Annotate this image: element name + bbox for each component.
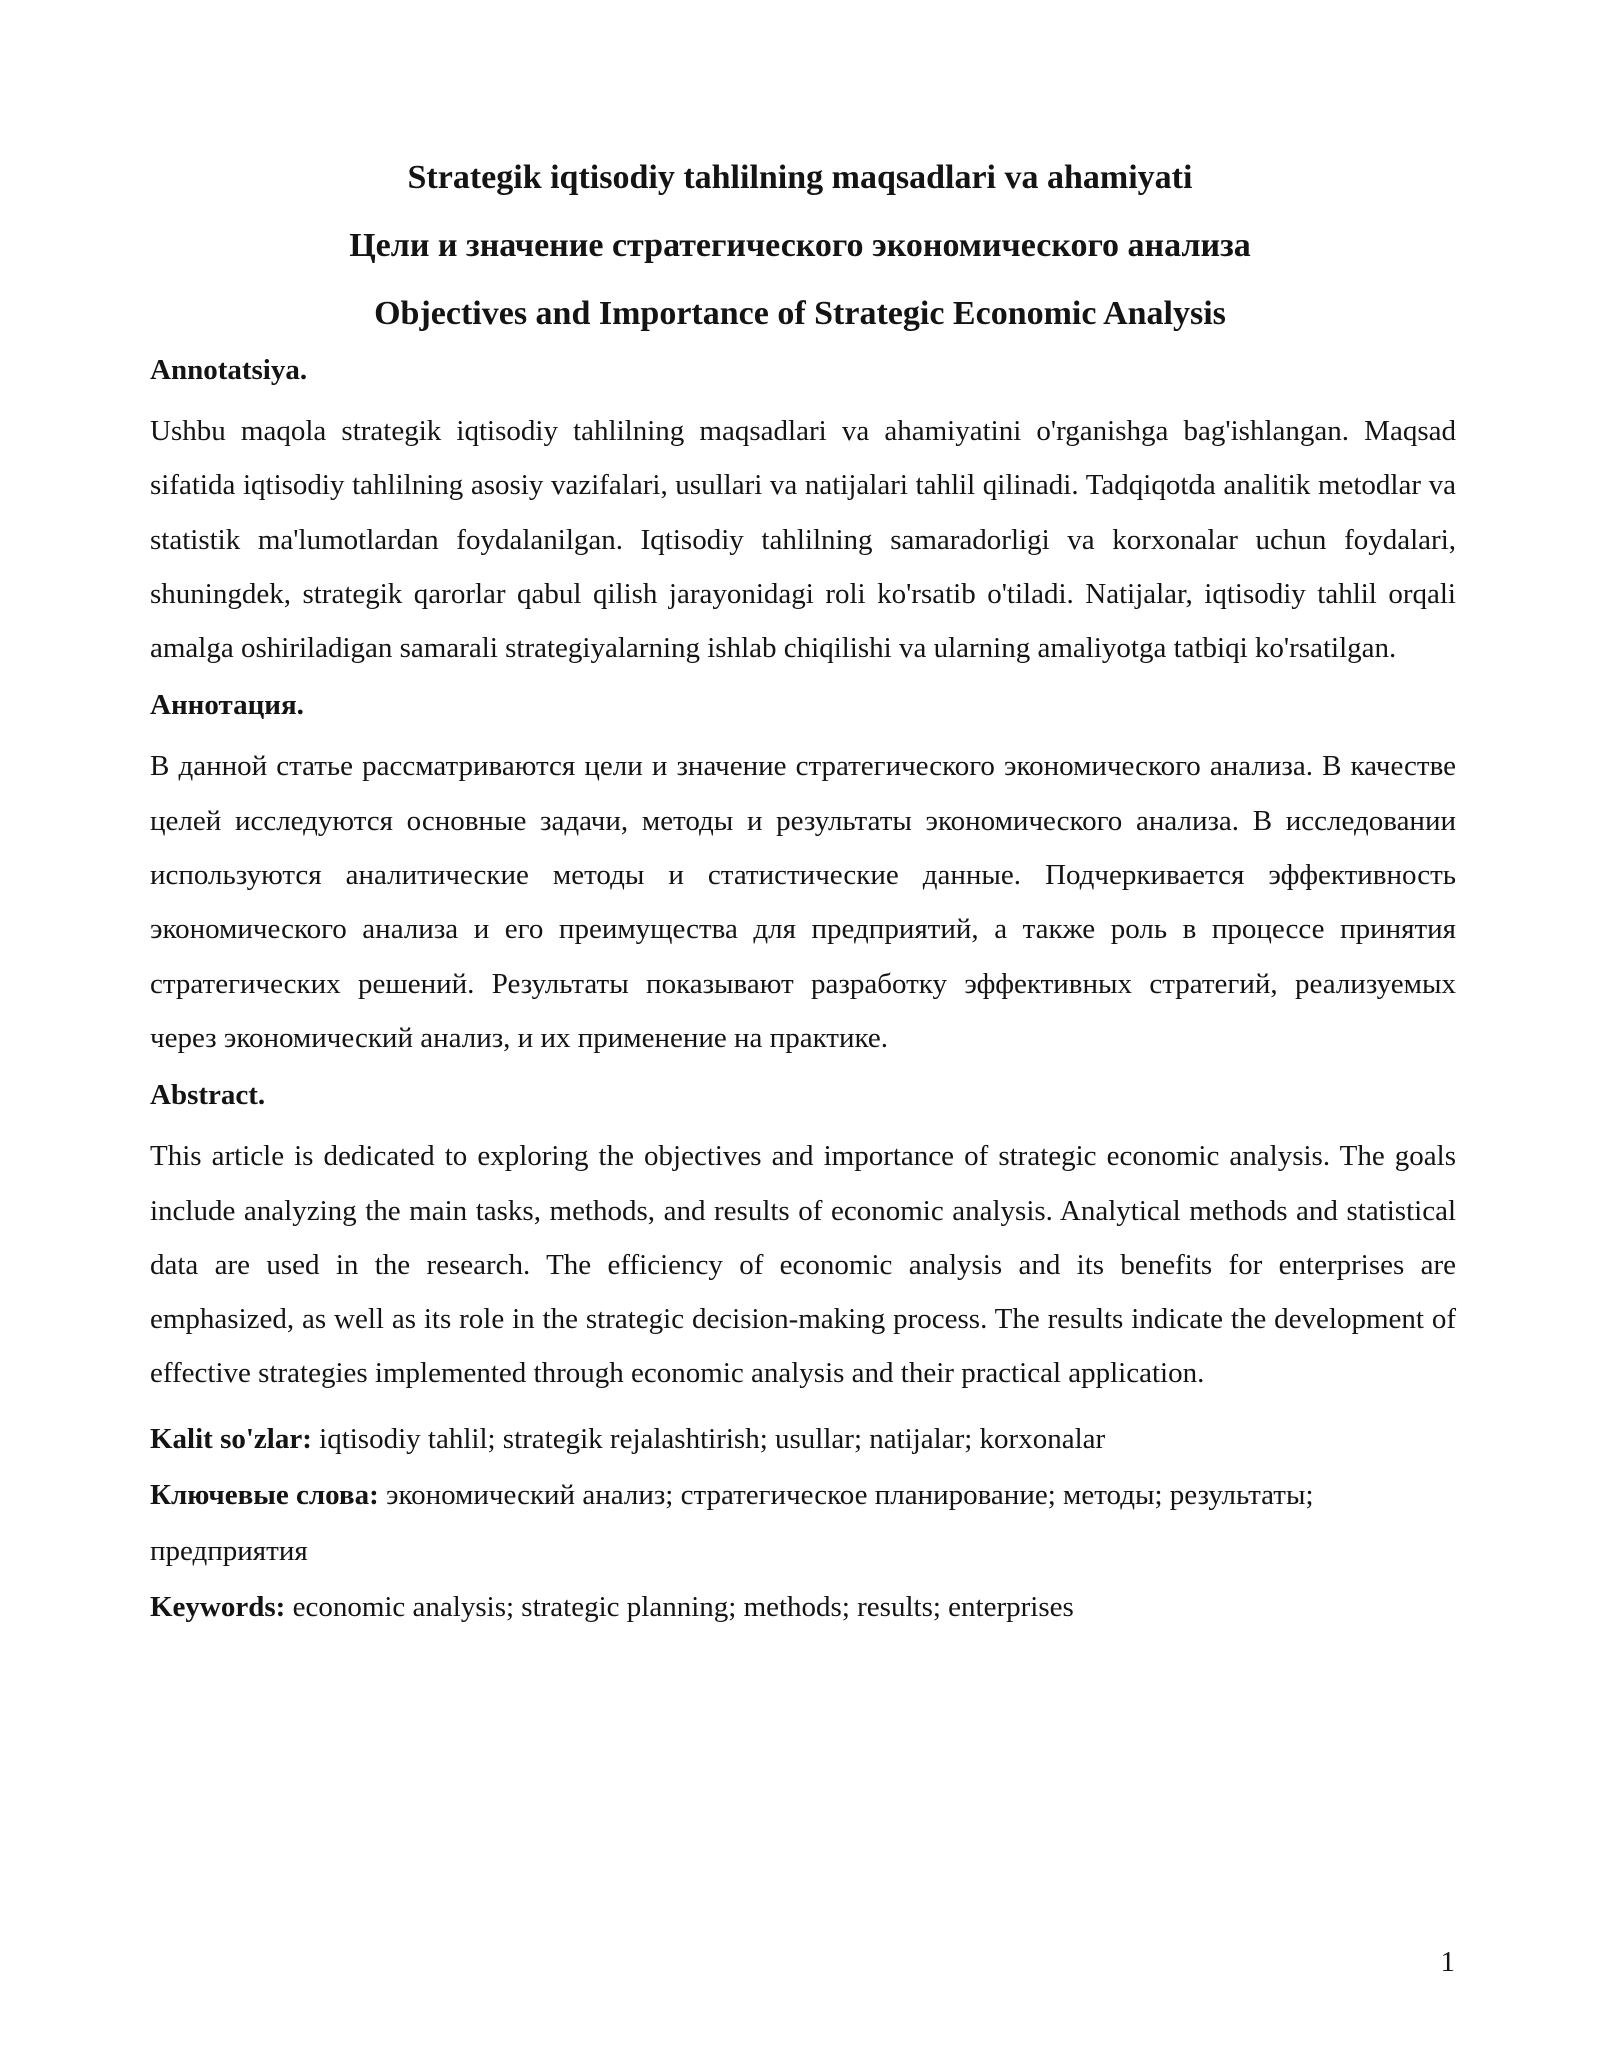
- title-block: [150, 144, 1450, 348]
- page-number: 1: [1440, 1946, 1455, 1978]
- keywords-uzbek-text: iqtisodiy tahlil; strategik rejalashtirish; usullar; natijalar; korxonalar: [311, 1422, 1106, 1455]
- abstract-text: This article is dedicated to exploring the objectives and importance of strategic economic analysis. The goals include analyzing the main tasks, methods, and results of economic analysis. Analytical methods and statistical data are used in the research. The efficiency of economic analysis and its benefits for enterprises are emphasized, as well as its role in the strategic decision-making process. The results indicate the development of effective strategies implemented through economic analysis and their practical application.: [150, 1140, 1456, 1390]
- annotation-ru-heading: Аннотация.: [150, 689, 304, 722]
- title-english: Objectives and Importance of Strategic Economic Analysis: [374, 295, 1226, 332]
- keywords-english-text: economic analysis; strategic planning; methods; results; enterprises: [285, 1590, 1074, 1623]
- keywords-uzbek: [150, 1411, 1456, 1467]
- keywords-russian-text: экономический анализ; стратегическое планирование; методы; результаты; предприятия: [150, 1478, 1314, 1567]
- keywords-russian: [150, 1467, 1456, 1579]
- annotatsiya-text: Ushbu maqola strategik iqtisodiy tahlilning maqsadlari va ahamiyatini o'rganishga bag'ishlangan. Maqsad sifatida iqtisodiy tahlilning asosiy vazifalari, usullari va natijalari tahlil qilinadi. Tadqiqotda analitik metodlar va statistik ma'lumotlardan foydalanilgan. Iqtisodiy tahlilning samaradorligi va korxonalar uchun foydalari, shuningdek, strategik qarorlar qabul qilish jarayonidagi roli ko'rsatib o'tiladi. Natijalar, iqtisodiy tahlil orqali amalga oshiriladigan samarali strategiyalarning ishlab chiqilishi va ularning amaliyotga tatbiqi ko'rsatilgan.: [150, 415, 1456, 665]
- document-body: [150, 350, 1456, 1635]
- title-russian: Цели и значение стратегического экономического анализа: [349, 227, 1251, 264]
- title-uzbek: Strategik iqtisodiy tahlilning maqsadlari va ahamiyati: [407, 159, 1193, 196]
- keywords-uzbek-label: Kalit so'zlar:: [150, 1422, 312, 1455]
- keywords-english: [150, 1579, 1456, 1635]
- keywords-russian-label: Ключевые слова:: [150, 1478, 379, 1511]
- annotatsiya-heading: Annotatsiya.: [150, 354, 308, 386]
- annotation-ru-text: В данной статье рассматриваются цели и значение стратегического экономического анализа. В качестве целей исследуются основные задачи, методы и результаты экономического анализа. В исследовании используются аналитические методы и статистические данные. Подчеркивается эффективность экономического анализа и его преимущества для предприятий, а также роль в процессе принятия стратегических решений. Результаты показывают разработку эффективных стратегий, реализуемых через экономический анализ, и их применение на практике.: [150, 750, 1456, 1054]
- abstract-heading: Abstract.: [150, 1079, 266, 1112]
- keywords-english-label: Keywords:: [150, 1590, 286, 1623]
